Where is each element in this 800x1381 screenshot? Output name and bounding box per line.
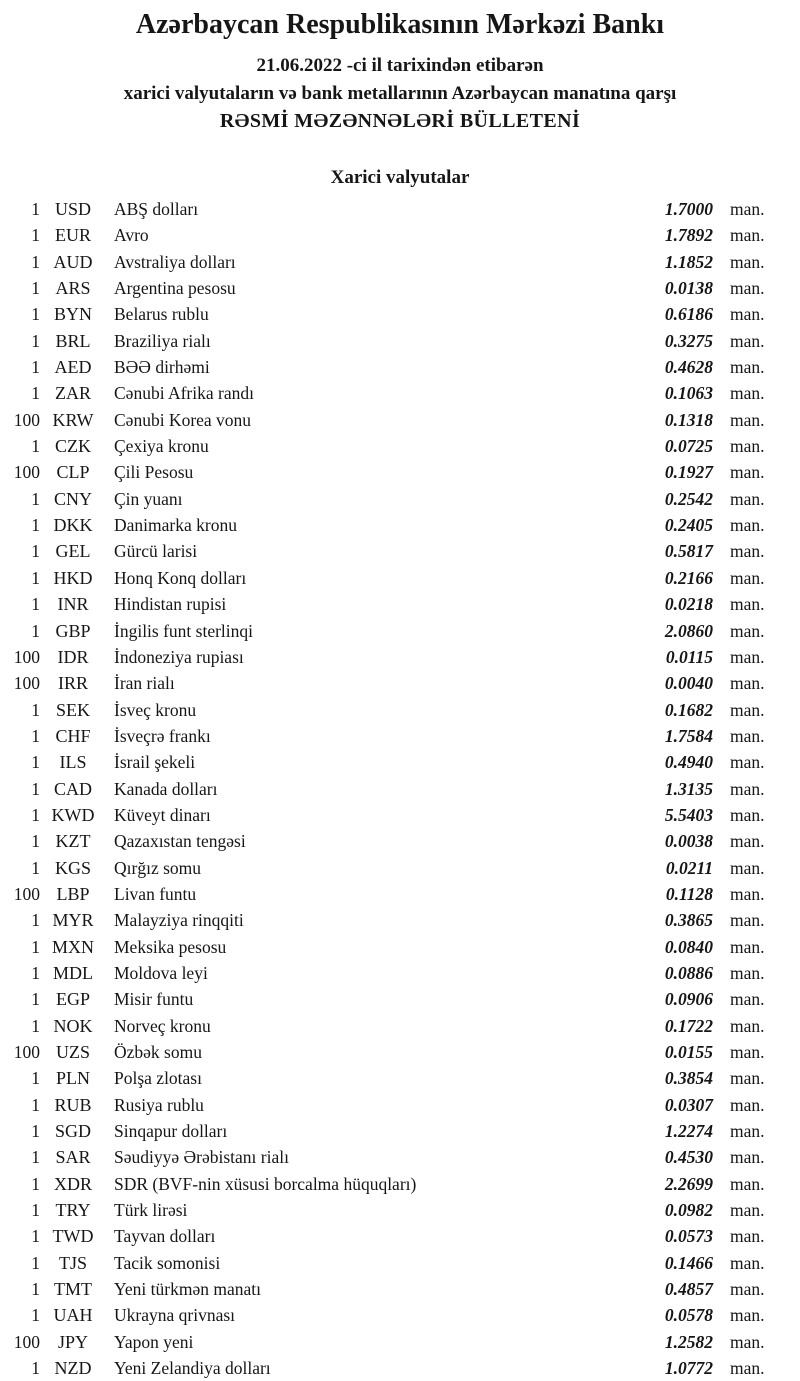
currency-name: İsrail şekeli	[114, 752, 196, 773]
currency-rate: 0.0307	[664, 1094, 713, 1115]
currency-name: Avro	[114, 225, 149, 246]
currency-row	[0, 1302, 800, 1328]
currency-code: XDR	[53, 1173, 92, 1194]
currency-quantity: 1	[31, 989, 40, 1010]
currency-row	[0, 1118, 800, 1144]
currency-unit-label: man.	[730, 409, 765, 430]
currency-name: Tacik somonisi	[114, 1252, 221, 1273]
currency-unit-label: man.	[730, 1121, 765, 1142]
currency-rate: 0.1318	[664, 409, 713, 430]
currency-unit-label: man.	[730, 1305, 765, 1326]
currency-unit-label: man.	[730, 304, 765, 325]
currency-code: MDL	[53, 962, 93, 983]
currency-name: Avstraliya dolları	[114, 251, 236, 272]
currency-quantity: 1	[31, 436, 40, 457]
currency-unit-label: man.	[730, 1279, 765, 1300]
currency-unit-label: man.	[730, 567, 765, 588]
currency-row	[0, 1144, 800, 1170]
currency-rate: 0.1466	[664, 1252, 713, 1273]
currency-unit-label: man.	[730, 251, 765, 272]
currency-rate: 1.2274	[664, 1121, 713, 1142]
currency-code: LBP	[56, 883, 90, 904]
currency-quantity: 1	[31, 1147, 40, 1168]
currency-quantity: 1	[31, 752, 40, 773]
currency-rate: 1.2582	[664, 1331, 713, 1352]
currency-unit-label: man.	[730, 1094, 765, 1115]
effective-date-line: 21.06.2022 -ci il tarixindən etibarən	[256, 55, 544, 76]
currency-row	[0, 881, 800, 907]
currency-rate: 2.2699	[664, 1173, 713, 1194]
currency-quantity: 100	[13, 462, 40, 483]
currency-quantity: 1	[31, 278, 40, 299]
currency-unit-label: man.	[730, 673, 765, 694]
currency-unit-label: man.	[730, 699, 765, 720]
currency-name: Küveyt dinarı	[114, 804, 211, 825]
currency-unit-label: man.	[730, 962, 765, 983]
currency-code: TMT	[54, 1279, 92, 1300]
currency-name: ABŞ dolları	[114, 199, 199, 219]
currency-code: USD	[54, 199, 91, 219]
currency-quantity: 1	[31, 357, 40, 378]
currency-name: Çili Pesosu	[114, 462, 194, 483]
currency-code: EUR	[55, 225, 91, 246]
currency-quantity: 1	[31, 225, 40, 246]
currency-rate: 0.4940	[664, 752, 713, 773]
currency-code: TJS	[58, 1252, 87, 1273]
currency-row	[0, 1329, 800, 1355]
currency-unit-label: man.	[730, 541, 765, 562]
currency-row	[0, 1276, 800, 1302]
currency-code: UAH	[53, 1305, 93, 1326]
currency-row	[0, 1250, 800, 1276]
bulletin-title: RƏSMİ MƏZƏNNƏLƏRİ BÜLLETENİ	[219, 110, 581, 132]
currency-row	[0, 934, 800, 960]
currency-code: KGS	[54, 857, 91, 878]
currency-quantity: 100	[13, 883, 40, 904]
currency-row	[0, 723, 800, 749]
currency-rate: 0.0578	[664, 1305, 713, 1326]
currency-name: Meksika pesosu	[114, 936, 227, 957]
currency-rate: 0.0573	[664, 1226, 713, 1247]
currency-row	[0, 749, 800, 775]
currency-quantity: 1	[31, 1226, 40, 1247]
currency-name: Özbək somu	[114, 1042, 202, 1062]
currency-code: CZK	[55, 436, 91, 457]
currency-name: Tayvan dolları	[114, 1226, 216, 1247]
currency-rate: 0.6186	[664, 304, 713, 325]
currency-quantity: 1	[31, 910, 40, 931]
currency-rate: 0.0138	[664, 278, 713, 299]
currency-quantity: 1	[31, 1358, 40, 1379]
currency-name: Sinqapur dolları	[114, 1121, 228, 1142]
currency-rate: 0.0038	[664, 831, 713, 852]
currency-unit-label: man.	[730, 1015, 765, 1036]
currency-quantity: 1	[31, 699, 40, 720]
currency-unit-label: man.	[730, 488, 765, 509]
currency-code: TWD	[52, 1226, 94, 1247]
currency-quantity: 1	[31, 831, 40, 852]
currency-unit-label: man.	[730, 620, 765, 641]
currency-rate: 0.1128	[665, 883, 713, 904]
currency-name: Yeni türkmən manatı	[114, 1279, 261, 1300]
currency-name: Norveç kronu	[114, 1015, 211, 1036]
currency-quantity: 1	[31, 383, 40, 404]
currency-row	[0, 380, 800, 406]
currency-rate: 0.1927	[664, 462, 713, 483]
currency-row	[0, 222, 800, 248]
currency-unit-label: man.	[730, 1042, 765, 1062]
currency-code: TRY	[55, 1200, 91, 1221]
currency-row	[0, 670, 800, 696]
currency-name: Qazaxıstan tengəsi	[114, 831, 246, 852]
currency-code: GBP	[55, 620, 91, 641]
subtitle-line: xarici valyutaların və bank metallarının Azərbaycan manatına qarşı	[123, 83, 677, 104]
currency-row	[0, 591, 800, 617]
currency-code: NZD	[54, 1358, 92, 1379]
currency-code: CAD	[53, 778, 92, 799]
currency-rate: 0.3275	[664, 330, 713, 351]
currency-quantity: 1	[31, 515, 40, 536]
currency-quantity: 100	[13, 646, 40, 667]
currency-name: Yeni Zelandiya dolları	[114, 1358, 271, 1379]
currency-unit-label: man.	[730, 436, 765, 457]
currency-name: Livan funtu	[114, 883, 197, 904]
section-title-foreign-currencies: Xarici valyutalar	[330, 167, 470, 188]
currency-row	[0, 1065, 800, 1091]
currency-unit-label: man.	[730, 646, 765, 667]
currency-rate: 0.3865	[664, 910, 713, 931]
currency-unit-label: man.	[730, 462, 765, 483]
currency-quantity: 1	[31, 594, 40, 615]
currency-name: İngilis funt sterlinqi	[114, 620, 254, 641]
currency-code: KRW	[52, 409, 94, 430]
currency-quantity: 1	[31, 541, 40, 562]
currency-quantity: 1	[31, 330, 40, 351]
currency-unit-label: man.	[730, 857, 765, 878]
currency-unit-label: man.	[730, 1226, 765, 1247]
currency-row	[0, 354, 800, 380]
currency-unit-label: man.	[730, 1331, 765, 1352]
currency-rate: 0.0886	[664, 962, 713, 983]
currency-code: SGD	[54, 1121, 91, 1142]
currency-row	[0, 960, 800, 986]
currency-rate: 2.0860	[664, 620, 713, 641]
currency-code: NOK	[53, 1015, 93, 1036]
currency-code: INR	[57, 594, 89, 615]
currency-code: SAR	[55, 1147, 91, 1168]
currency-name: Ukrayna qrivnası	[114, 1305, 236, 1326]
currency-rate: 0.4530	[664, 1147, 713, 1168]
currency-unit-label: man.	[730, 910, 765, 931]
currency-row	[0, 565, 800, 591]
currency-quantity: 1	[31, 199, 40, 219]
currency-name: Argentina pesosu	[114, 278, 236, 299]
currency-unit-label: man.	[730, 278, 765, 299]
currency-row	[0, 407, 800, 433]
currency-code: GEL	[55, 541, 91, 562]
bank-title: Azərbaycan Respublikasının Mərkəzi Bankı	[135, 9, 665, 40]
currency-rate: 0.1722	[664, 1015, 713, 1036]
currency-name: Yapon yeni	[114, 1331, 194, 1352]
currency-rate: 0.4628	[664, 357, 713, 378]
currency-unit-label: man.	[730, 936, 765, 957]
currency-name: Türk lirəsi	[114, 1200, 188, 1221]
currency-row	[0, 986, 800, 1012]
currency-unit-label: man.	[730, 883, 765, 904]
currency-name: Gürcü larisi	[114, 541, 198, 562]
currency-rate: 1.7892	[664, 225, 713, 246]
currency-rate: 0.0906	[664, 989, 713, 1010]
currency-code: CLP	[56, 462, 90, 483]
currency-quantity: 1	[31, 804, 40, 825]
currency-unit-label: man.	[730, 1200, 765, 1221]
currency-name: Polşa zlotası	[114, 1068, 202, 1089]
currency-unit-label: man.	[730, 330, 765, 351]
currency-rate: 0.2166	[664, 567, 713, 588]
currency-quantity: 100	[13, 673, 40, 694]
currency-rate: 1.1852	[664, 251, 713, 272]
currency-code: AUD	[53, 251, 93, 272]
currency-unit-label: man.	[730, 752, 765, 773]
currency-code: PLN	[55, 1068, 90, 1089]
currency-rate: 0.1063	[664, 383, 713, 404]
currency-quantity: 100	[13, 1331, 40, 1352]
currency-unit-label: man.	[730, 1358, 765, 1379]
currency-quantity: 1	[31, 567, 40, 588]
currency-quantity: 1	[31, 857, 40, 878]
currency-unit-label: man.	[730, 804, 765, 825]
currency-name: Səudiyyə Ərəbistanı rialı	[114, 1147, 289, 1168]
currency-quantity: 1	[31, 1200, 40, 1221]
currency-code: KZT	[55, 831, 91, 852]
currency-rate: 0.0725	[664, 436, 713, 457]
currency-rate: 0.0155	[664, 1042, 713, 1062]
currency-quantity: 100	[13, 409, 40, 430]
currency-quantity: 1	[31, 304, 40, 325]
currency-name: Belarus rublu	[114, 304, 209, 325]
currency-rate: 0.0840	[664, 936, 713, 957]
currency-row	[0, 697, 800, 723]
currency-row	[0, 1013, 800, 1039]
currency-unit-label: man.	[730, 383, 765, 404]
currency-name: Braziliya rialı	[114, 330, 211, 351]
currency-rate: 1.7584	[664, 725, 713, 746]
currency-row	[0, 196, 800, 222]
currency-code: IDR	[57, 646, 89, 667]
currency-rate: 1.3135	[664, 778, 713, 799]
currency-row	[0, 644, 800, 670]
currency-unit-label: man.	[730, 515, 765, 536]
currency-code: DKK	[53, 515, 93, 536]
currency-unit-label: man.	[730, 831, 765, 852]
currency-row	[0, 433, 800, 459]
currency-row	[0, 486, 800, 512]
currency-quantity: 1	[31, 936, 40, 957]
currency-unit-label: man.	[730, 594, 765, 615]
currency-quantity: 1	[31, 1305, 40, 1326]
currency-name: İran rialı	[114, 673, 175, 694]
currency-name: Cənubi Korea vonu	[114, 409, 252, 430]
currency-quantity: 1	[31, 1068, 40, 1089]
currency-row	[0, 538, 800, 564]
currency-row	[0, 776, 800, 802]
currency-quantity: 1	[31, 1121, 40, 1142]
currency-name: Çexiya kronu	[114, 436, 209, 457]
currency-rate: 0.1682	[664, 699, 713, 720]
currency-quantity: 1	[31, 725, 40, 746]
currency-row	[0, 618, 800, 644]
currency-name: Moldova leyi	[114, 962, 208, 983]
currency-unit-label: man.	[730, 989, 765, 1010]
currency-name: SDR (BVF-nin xüsusi borcalma hüquqları)	[114, 1173, 417, 1194]
currency-quantity: 1	[31, 1252, 40, 1273]
exchange-rates-table	[0, 196, 800, 1381]
currency-name: Danimarka kronu	[114, 515, 237, 536]
currency-rate: 0.3854	[664, 1068, 713, 1089]
currency-row	[0, 907, 800, 933]
currency-rate: 0.0211	[665, 857, 713, 878]
currency-code: ARS	[55, 278, 91, 299]
currency-code: KWD	[51, 804, 95, 825]
currency-quantity: 1	[31, 620, 40, 641]
currency-code: ILS	[59, 752, 87, 773]
currency-row	[0, 328, 800, 354]
currency-row	[0, 459, 800, 485]
currency-unit-label: man.	[730, 1173, 765, 1194]
currency-quantity: 1	[31, 1173, 40, 1194]
currency-quantity: 1	[31, 488, 40, 509]
currency-rate: 0.0982	[664, 1200, 713, 1221]
currency-quantity: 1	[31, 1015, 40, 1036]
currency-name: Kanada dolları	[114, 778, 218, 799]
currency-name: Cənubi Afrika randı	[114, 383, 254, 404]
document-header	[0, 0, 800, 134]
currency-code: BYN	[53, 304, 92, 325]
currency-rate: 0.4857	[664, 1279, 713, 1300]
currency-name: BƏƏ dirhəmi	[114, 357, 210, 378]
currency-name: İndoneziya rupiası	[114, 646, 244, 667]
currency-row	[0, 802, 800, 828]
currency-unit-label: man.	[730, 199, 765, 219]
currency-row	[0, 249, 800, 275]
currency-code: MXN	[51, 936, 94, 957]
currency-name: İsveç kronu	[114, 699, 197, 720]
currency-row	[0, 512, 800, 538]
currency-row	[0, 275, 800, 301]
currency-code: JPY	[57, 1331, 88, 1352]
currency-rate: 0.5817	[664, 541, 713, 562]
currency-code: IRR	[57, 673, 88, 694]
currency-unit-label: man.	[730, 1252, 765, 1273]
currency-quantity: 1	[31, 778, 40, 799]
currency-name: Çin yuanı	[114, 488, 183, 509]
currency-row	[0, 855, 800, 881]
currency-code: AED	[54, 357, 92, 378]
currency-rate: 0.0115	[665, 646, 713, 667]
currency-quantity: 1	[31, 251, 40, 272]
currency-unit-label: man.	[730, 357, 765, 378]
currency-name: Rusiya rublu	[114, 1094, 204, 1115]
currency-quantity: 1	[31, 1279, 40, 1300]
currency-rate: 0.0218	[664, 594, 713, 615]
currency-code: EGP	[55, 989, 90, 1010]
currency-quantity: 100	[13, 1042, 40, 1062]
currency-name: Malayziya rinqqiti	[114, 910, 244, 931]
currency-rate: 0.2542	[664, 488, 713, 509]
currency-row	[0, 1171, 800, 1197]
currency-code: UZS	[55, 1042, 90, 1062]
currency-name: Misir funtu	[114, 989, 194, 1010]
currency-quantity: 1	[31, 962, 40, 983]
currency-code: BRL	[55, 330, 91, 351]
currency-name: Hindistan rupisi	[114, 594, 227, 615]
currency-code: CNY	[53, 488, 92, 509]
currency-quantity: 1	[31, 1094, 40, 1115]
currency-row	[0, 1092, 800, 1118]
currency-row	[0, 1197, 800, 1223]
currency-code: HKD	[53, 567, 93, 588]
currency-rate: 0.0040	[664, 673, 713, 694]
currency-code: SEK	[55, 699, 90, 720]
currency-name: Honq Konq dolları	[114, 567, 247, 588]
currency-code: MYR	[52, 910, 94, 931]
currency-name: İsveçrə frankı	[114, 725, 211, 746]
currency-code: CHF	[55, 725, 91, 746]
currency-rate: 0.2405	[664, 515, 713, 536]
currency-row	[0, 1355, 800, 1381]
currency-row	[0, 1039, 800, 1065]
currency-unit-label: man.	[730, 225, 765, 246]
currency-unit-label: man.	[730, 725, 765, 746]
currency-row	[0, 828, 800, 854]
currency-code: ZAR	[55, 383, 91, 404]
currency-unit-label: man.	[730, 1068, 765, 1089]
currency-unit-label: man.	[730, 778, 765, 799]
currency-unit-label: man.	[730, 1147, 765, 1168]
currency-rate: 5.5403	[664, 804, 713, 825]
currency-code: RUB	[54, 1094, 92, 1115]
currency-row	[0, 301, 800, 327]
currency-name: Qırğız somu	[114, 857, 202, 878]
currency-row	[0, 1223, 800, 1249]
currency-rate: 1.0772	[664, 1358, 713, 1379]
currency-rate: 1.7000	[664, 199, 713, 219]
